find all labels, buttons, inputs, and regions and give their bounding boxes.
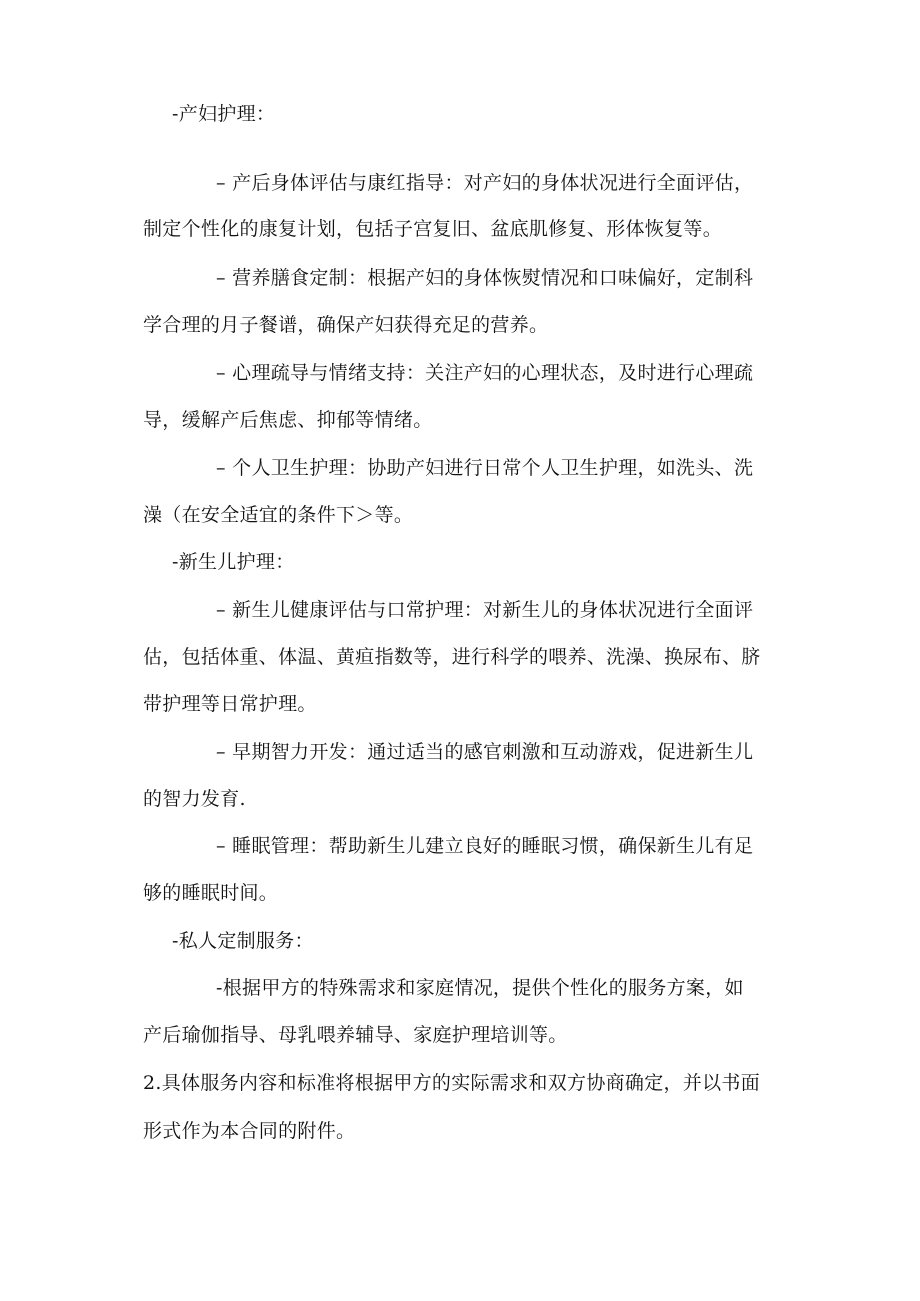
- newborn-item-2-line-2: 的智力发育.: [143, 788, 246, 810]
- private-service-line-2: 产后瑜伽指导、母乳喂养辅导、家庭护理培训等。: [143, 1024, 568, 1046]
- maternal-item-1-line-2: 制定个性化的康复计划，包括子宫复旧、盆底肌修复、形体恢复等。: [143, 218, 723, 240]
- newborn-item-1-line-1: – 新生儿健康评估与口常护理：对新生儿的身体状况进行全面评: [216, 599, 754, 621]
- maternal-care-heading: -产妇护理：: [172, 103, 276, 125]
- newborn-item-1-line-2: 估，包括体重、体温、黄疸指数等，进行科学的喂养、洗澡、换尿布、脐: [143, 646, 761, 668]
- maternal-item-4-line-2: 澡（在安全适宜的条件下＞等。: [143, 504, 414, 526]
- maternal-item-2-line-1: – 营养膳食定制：根据产妇的身体恢熨情况和口味偏好，定制科: [216, 267, 754, 289]
- clause-2-line-1: 2.具体服务内容和标准将根据甲方的实际需求和双方协商确定，并以书面: [143, 1072, 761, 1094]
- newborn-item-1-line-3: 带护理等日常护理。: [143, 693, 317, 715]
- maternal-item-1-line-1: – 产后身体评估与康红指导：对产妇的身体状况进行全面评估，: [216, 172, 754, 194]
- maternal-item-4-line-1: – 个人卫生护理：协助产妇进行日常个人卫生护理，如洗头、洗: [216, 457, 754, 479]
- private-service-line-1: -根据甲方的特殊需求和家庭情况，提供个性化的服务方案，如: [216, 977, 744, 999]
- newborn-item-3-line-1: – 睡眠管理：帮助新生儿建立良好的睡眠习惯，确保新生儿有足: [216, 835, 754, 857]
- maternal-item-2-line-2: 学合理的月子餐谱，确保产妇获得充足的营养。: [143, 314, 549, 336]
- clause-2-line-2: 形式作为本合同的附件。: [143, 1120, 356, 1142]
- newborn-care-heading: -新生儿护理：: [172, 551, 295, 573]
- private-service-heading: -私人定制服务：: [172, 930, 314, 952]
- maternal-item-3-line-2: 导，缓解产后焦虑、抑郁等情绪。: [143, 409, 433, 431]
- newborn-item-3-line-2: 够的睡眠时间。: [143, 882, 279, 904]
- newborn-item-2-line-1: – 早期智力开发：通过适当的感官刺激和互动游戏，促进新生儿: [216, 741, 754, 763]
- maternal-item-3-line-1: – 心理疏导与情绪支持：关注产妇的心理状态，及时进行心理疏: [216, 362, 754, 384]
